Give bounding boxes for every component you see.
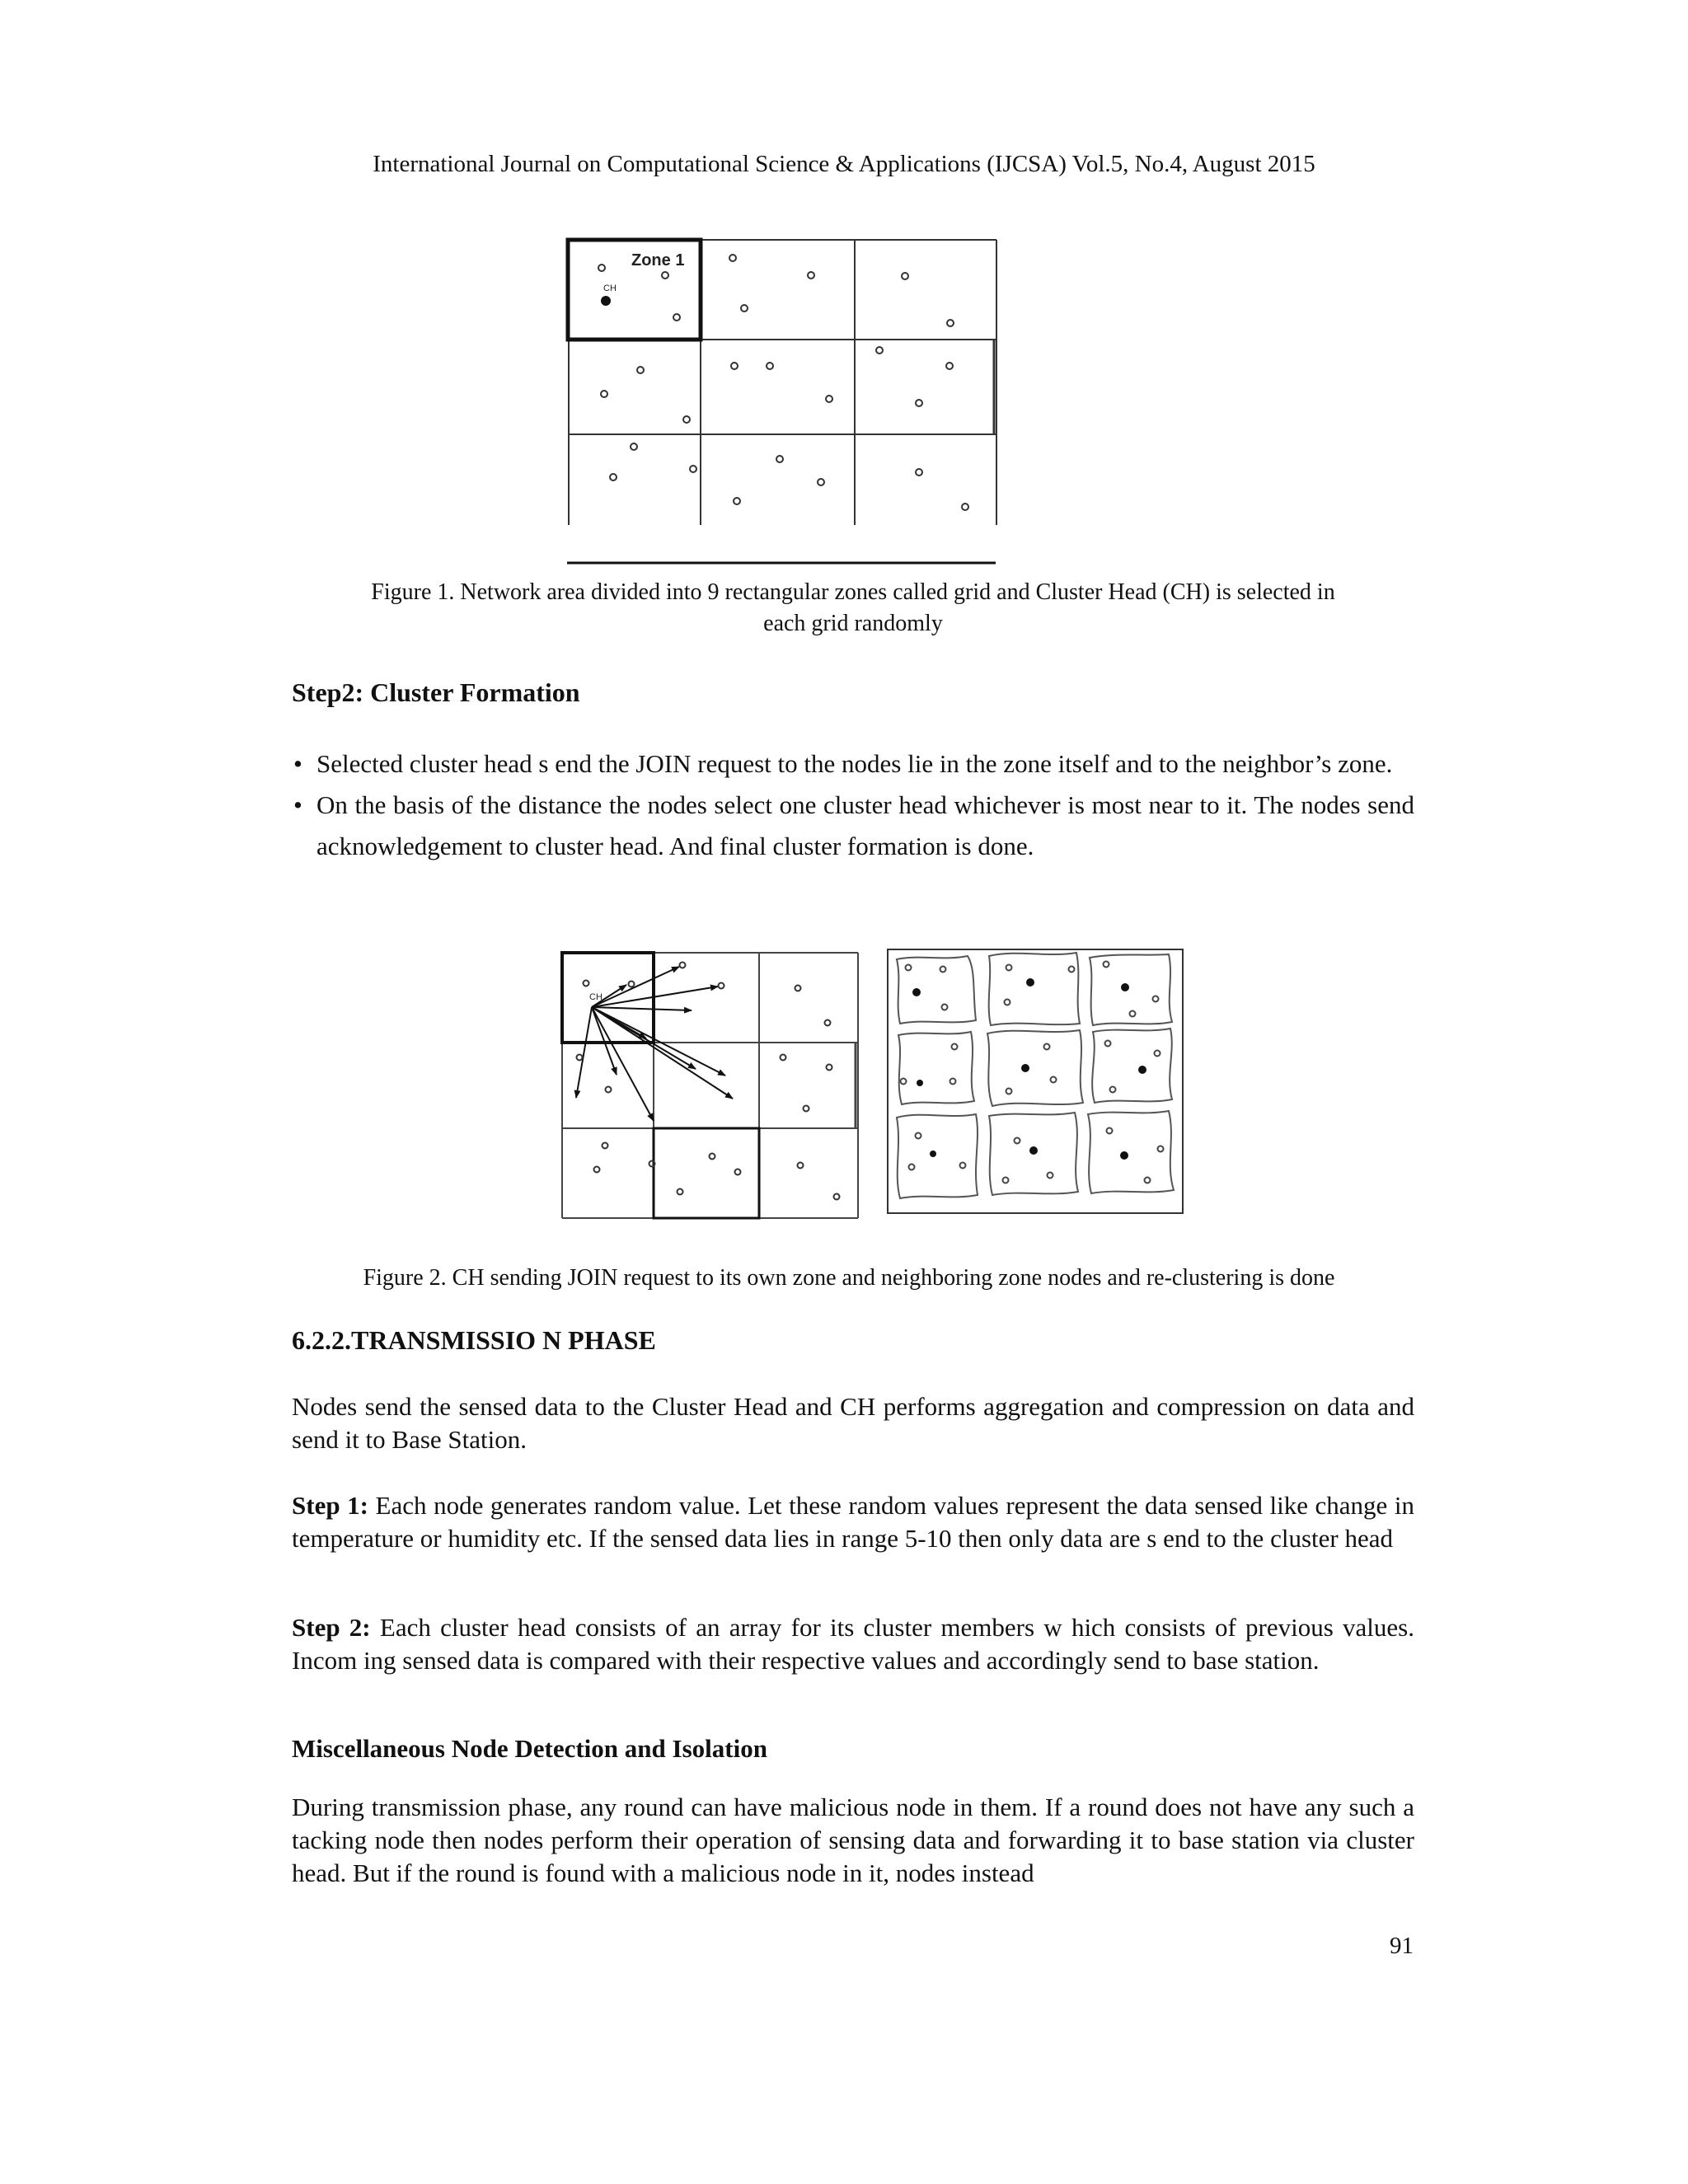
figure-1-caption (280, 577, 1426, 640)
ch-label: CH (589, 992, 603, 1002)
step-1-label: Step 1: (292, 1491, 368, 1520)
list-item: • Selected cluster head s end the JOIN request to the nodes lie in the zone itself and to the neighbor’s zone. (290, 743, 1414, 785)
bullet-icon: • (293, 749, 302, 778)
misc-heading: Miscellaneous Node Detection and Isolation (292, 1734, 767, 1763)
neighbor-zone-highlight (654, 1128, 759, 1218)
step2-heading: Step2: Cluster Formation (292, 677, 580, 707)
figure-2-caption: Figure 2. CH sending JOIN request to its own zone and neighboring zone nodes and re-clustering is done (363, 1265, 1335, 1291)
step-2-label: Step 2: (292, 1613, 371, 1642)
bullet-list (290, 743, 1414, 867)
page-number: 91 (1390, 1933, 1414, 1959)
journal-header: International Journal on Computational Science & Applications (IJCSA) Vol.5, No.4, August 2015 (373, 151, 1315, 177)
figure-1-grid-diagram (560, 235, 1006, 573)
figure-2-reclustering-diagram (885, 944, 1187, 1216)
intro-paragraph: Nodes send the sensed data to the Cluster Head and CH performs aggregation and compression on data and send it to Base Station. (292, 1392, 1414, 1454)
ch-label: CH (603, 284, 617, 293)
figure-1-caption-line-1: Figure 1. Network area divided into 9 rectangular zones called grid and Cluster Head (CH) is selected in (371, 579, 1335, 605)
list-item: • On the basis of the distance the nodes select one cluster head whichever is most near to it. The nodes send acknowledgement to cluster head. And final cluster formation is done. (290, 785, 1414, 867)
zone-1-label: Zone 1 (631, 251, 685, 269)
figure-2-join-diagram (557, 948, 870, 1224)
figure-1-caption-line-2: each grid randomly (763, 611, 943, 636)
misc-paragraph: During transmission phase, any round can have malicious node in them. If a round does not have any such a tacking node then nodes perform their operation of sensing data and forwarding it to base station via cluster head. But if the round is found with a malicious node in it, nodes instead (292, 1793, 1414, 1887)
step-2-paragraph: Step 2: Each cluster head consists of an array for its cluster members w hich consists of previous values. Incom ing sensed data is compared with their respective values and accordingly send to base station. (292, 1613, 1414, 1675)
bullet-icon: • (293, 790, 302, 819)
section-heading: 6.2.2.TRANSMISSIO N PHASE (292, 1325, 656, 1355)
step-1-paragraph: Step 1: Each node generates random value. Let these random values represent the data sensed like change in temperature or humidity etc. If the sensed data lies in range 5-10 then only data are s end to the cluster head (292, 1491, 1414, 1553)
cluster-head-node (601, 296, 611, 306)
